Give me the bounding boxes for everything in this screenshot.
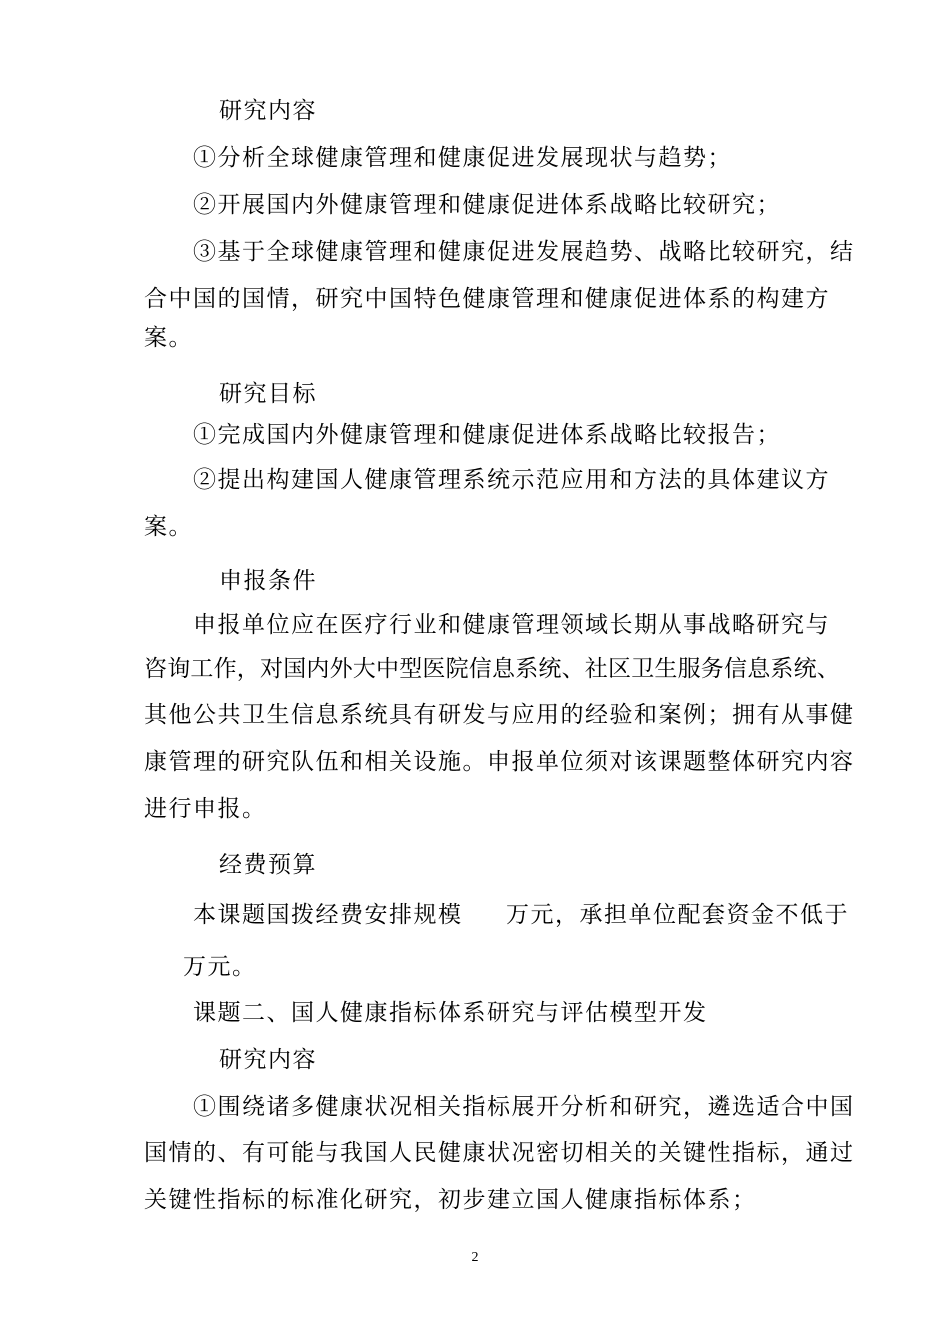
section-heading-budget: 经费预算 (219, 852, 317, 878)
paragraph-line: 本课题国拨经费安排规模 (193, 902, 463, 928)
topic-heading: 课题二、国人健康指标体系研究与评估模型开发 (193, 1000, 708, 1026)
paragraph-line: ②提出构建国人健康管理系统示范应用和方法的具体建议方 (193, 467, 830, 493)
paragraph-line: ②开展国内外健康管理和健康促进体系战略比较研究； (193, 192, 781, 218)
paragraph-line: 合中国的国情，研究中国特色健康管理和健康促进体系的构建方 (144, 286, 830, 312)
paragraph-line: ①围绕诸多健康状况相关指标展开分析和研究，遴选适合中国 (193, 1094, 855, 1120)
paragraph-line: 国情的、有可能与我国人民健康状况密切相关的关键性指标，通过 (144, 1140, 855, 1166)
section-heading-research-content: 研究内容 (219, 98, 317, 124)
page-number: 2 (471, 1250, 479, 1265)
section-heading-research-goal: 研究目标 (219, 381, 317, 407)
paragraph-line: 万元。 (183, 954, 257, 980)
paragraph-line: 申报单位应在医疗行业和健康管理领域长期从事战略研究与 (193, 612, 830, 638)
paragraph-line: ①完成国内外健康管理和健康促进体系战略比较报告； (193, 422, 781, 448)
section-heading-research-content: 研究内容 (219, 1047, 317, 1073)
paragraph-line: ①分析全球健康管理和健康促进发展现状与趋势； (193, 145, 732, 171)
paragraph-line: 案。 (144, 514, 193, 540)
section-heading-application-conditions: 申报条件 (219, 568, 317, 594)
paragraph-line: 其他公共卫生信息系统具有研发与应用的经验和案例；拥有从事健 (144, 702, 855, 728)
paragraph-line: 康管理的研究队伍和相关设施。申报单位须对该课题整体研究内容 (144, 749, 855, 775)
paragraph-line: 咨询工作，对国内外大中型医院信息系统、社区卫生服务信息系统、 (144, 656, 840, 682)
paragraph-line: 关键性指标的标准化研究，初步建立国人健康指标体系； (144, 1187, 757, 1213)
paragraph-line: 万元，承担单位配套资金不低于 (506, 902, 849, 928)
paragraph-line: 进行申报。 (144, 796, 267, 822)
paragraph-line: ③基于全球健康管理和健康促进发展趋势、战略比较研究，结 (193, 239, 855, 265)
paragraph-line: 案。 (144, 325, 193, 351)
